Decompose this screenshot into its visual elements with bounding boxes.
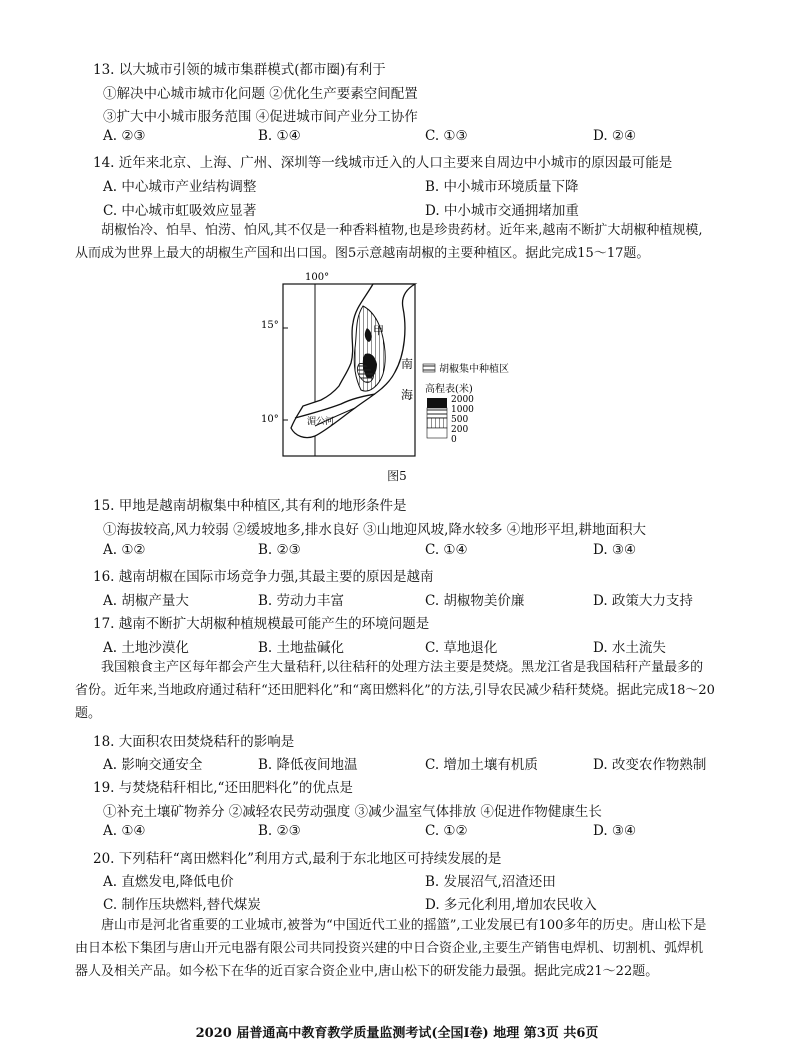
q15-option-c[interactable]: C. ①④: [425, 542, 468, 558]
q13-stem: 13. 以大城市引领的城市集群模式(都市圈)有利于: [93, 62, 386, 78]
mekong-label: 湄公河: [307, 417, 335, 427]
q13-items-2: ③扩大中小城市服务范围 ④促进城市间产业分工协作: [103, 109, 418, 125]
q15-items: ①海拔较高,风力较弱 ②缓坡地多,排水良好 ③山地迎风坡,降水较多 ④地形平坦,耕地面积大: [103, 522, 647, 538]
passage-straw-text: 我国粮食主产区每年都会产生大量秸秆,以往秸秆的处理方法主要是焚烧。黑龙江省是我国秸秆产量最多的省份。近年来,当地政府通过秸秆“还田肥料化”和“离田燃料化”的方法,引导农民减少秸秆焚烧。据此完成18～20题。: [75, 660, 715, 721]
elev-swatch-200: [427, 428, 447, 438]
q20-option-a[interactable]: A. 直燃发电,降低电价: [103, 874, 234, 890]
figure-caption: 图5: [387, 469, 407, 483]
q13-option-c[interactable]: C. ①③: [425, 128, 468, 144]
q14-option-c[interactable]: C. 中心城市虹吸效应显著: [103, 203, 257, 219]
q17-stem: 17. 越南不断扩大胡椒种植规模最可能产生的环境问题是: [93, 616, 430, 632]
elev-swatch-500: [427, 418, 447, 428]
elevation-title: 高程表(米): [425, 384, 473, 395]
legend: [423, 362, 509, 445]
q14-option-b[interactable]: B. 中小城市环境质量下降: [425, 179, 579, 195]
q20-stem: 20. 下列秸秆“离田燃料化”利用方式,最利于东北地区可持续发展的是: [93, 851, 502, 867]
q20-option-d[interactable]: D. 多元化利用,增加农民收入: [425, 897, 597, 913]
lat-10-label: 10°: [261, 414, 279, 425]
q15-stem: 15. 甲地是越南胡椒集中种植区,其有利的地形条件是: [93, 498, 407, 514]
q19-options: [103, 823, 703, 841]
place-jia-label: 甲: [373, 324, 384, 337]
q16-option-c[interactable]: C. 胡椒物美价廉: [425, 593, 525, 609]
elev-swatch-1000: [427, 408, 447, 418]
q17-option-c[interactable]: C. 草地退化: [425, 640, 498, 656]
q17-option-b[interactable]: B. 土地盐碱化: [258, 640, 345, 656]
q18-option-b[interactable]: B. 降低夜间地温: [258, 757, 358, 773]
q20-option-b[interactable]: B. 发展沼气,沼渣还田: [425, 874, 556, 890]
q15-options: [103, 542, 703, 560]
figure-5-map: [255, 268, 545, 464]
q15-option-b[interactable]: B. ②③: [258, 542, 301, 558]
q19-option-d[interactable]: D. ③④: [593, 823, 637, 839]
sea-label: 海: [401, 388, 414, 402]
lon-100-label: 100°: [305, 272, 330, 283]
passage-tangshan-text: 唐山市是河北省重要的工业城市,被誉为“中国近代工业的摇篮”,工业发展已有100多年的历史。唐山松下是由日本松下集团与唐山开元电器有限公司共同投资兴建的中日合资企业,主要生产销售电焊机、切割机、弧焊机器人及相关产品。如今松下在华的近百家合资企业中,唐山松下的研发能力最强。据此完成21～22题。: [75, 918, 707, 979]
q18-option-c[interactable]: C. 增加土壤有机质: [425, 757, 538, 773]
q17-options: [103, 636, 703, 654]
page-footer: 2020 届普通高中教育教学质量监测考试(全国Ⅰ卷) 地理 第3页 共6页: [195, 1026, 599, 1041]
q16-option-a[interactable]: A. 胡椒产量大: [103, 593, 189, 609]
legend-pepper-swatch: [423, 364, 435, 372]
elev-0: 0: [451, 435, 457, 445]
elev-500: 500: [451, 415, 469, 425]
south-label: 南: [401, 357, 414, 371]
q13-options: [103, 128, 703, 146]
q19-items: ①补充土壤矿物养分 ②减轻农民劳动强度 ③减少温室气体排放 ④促进作物健康生长: [103, 804, 602, 820]
q16-option-b[interactable]: B. 劳动力丰富: [258, 593, 345, 609]
lat-15-label: 15°: [261, 320, 279, 331]
legend-pepper-label: 胡椒集中种植区: [439, 364, 509, 375]
q13-option-b[interactable]: B. ①④: [258, 128, 301, 144]
q14-option-d[interactable]: D. 中小城市交通拥堵加重: [425, 203, 579, 219]
passage-straw: [75, 656, 715, 725]
q14-option-a[interactable]: A. 中心城市产业结构调整: [103, 179, 257, 195]
passage-pepper-text: 胡椒怡冷、怕旱、怕涝、怕风,其不仅是一种香料植物,也是珍贵药材。近年来,越南不断扩大胡椒种植规模,从而成为世界上最大的胡椒生产国和出口国。图5示意越南胡椒的主要种植区。据此完成15～17题。: [75, 223, 703, 261]
q19-option-c[interactable]: C. ①②: [425, 823, 468, 839]
passage-tangshan: [75, 914, 715, 983]
q17-option-d[interactable]: D. 水土流失: [593, 640, 666, 656]
q17-option-a[interactable]: A. 土地沙漠化: [103, 640, 189, 656]
q20-options-row2: [103, 893, 703, 911]
passage-pepper: [75, 219, 715, 265]
q16-stem: 16. 越南胡椒在国际市场竞争力强,其最主要的原因是越南: [93, 569, 434, 585]
q13-items-1: ①解决中心城市城市化问题 ②优化生产要素空间配置: [103, 86, 418, 102]
q20-option-c[interactable]: C. 制作压块燃料,替代煤炭: [103, 897, 261, 913]
elev-swatch-2000: [427, 398, 447, 408]
q19-option-b[interactable]: B. ②③: [258, 823, 301, 839]
vietnam-pepper-map: [255, 268, 545, 460]
q16-option-d[interactable]: D. 政策大力支持: [593, 593, 693, 609]
q15-option-d[interactable]: D. ③④: [593, 542, 637, 558]
q16-options: [103, 589, 703, 607]
elev-2000: 2000: [451, 395, 474, 405]
q18-option-d[interactable]: D. 改变农作物熟制: [593, 757, 707, 773]
q18-options: [103, 753, 707, 773]
q18-option-a[interactable]: A. 影响交通安全: [103, 757, 203, 773]
elev-200: 200: [451, 425, 469, 435]
q14-options-row1: [103, 175, 703, 193]
q20-options-row1: [103, 870, 703, 888]
q13-option-d[interactable]: D. ②④: [593, 128, 637, 144]
q15-option-a[interactable]: A. ①②: [103, 542, 146, 558]
q14-options-row2: [103, 199, 703, 217]
elev-1000: 1000: [451, 405, 474, 415]
q13-option-a[interactable]: A. ②③: [103, 128, 146, 144]
q19-stem: 19. 与焚烧秸秆相比,“还田肥料化”的优点是: [93, 780, 353, 796]
q14-stem: 14. 近年来北京、上海、广州、深圳等一线城市迁入的人口主要来自周边中小城市的原因最可能是: [93, 155, 673, 171]
q19-option-a[interactable]: A. ①④: [103, 823, 146, 839]
q18-stem: 18. 大面积农田焚烧秸秆的影响是: [93, 734, 295, 750]
